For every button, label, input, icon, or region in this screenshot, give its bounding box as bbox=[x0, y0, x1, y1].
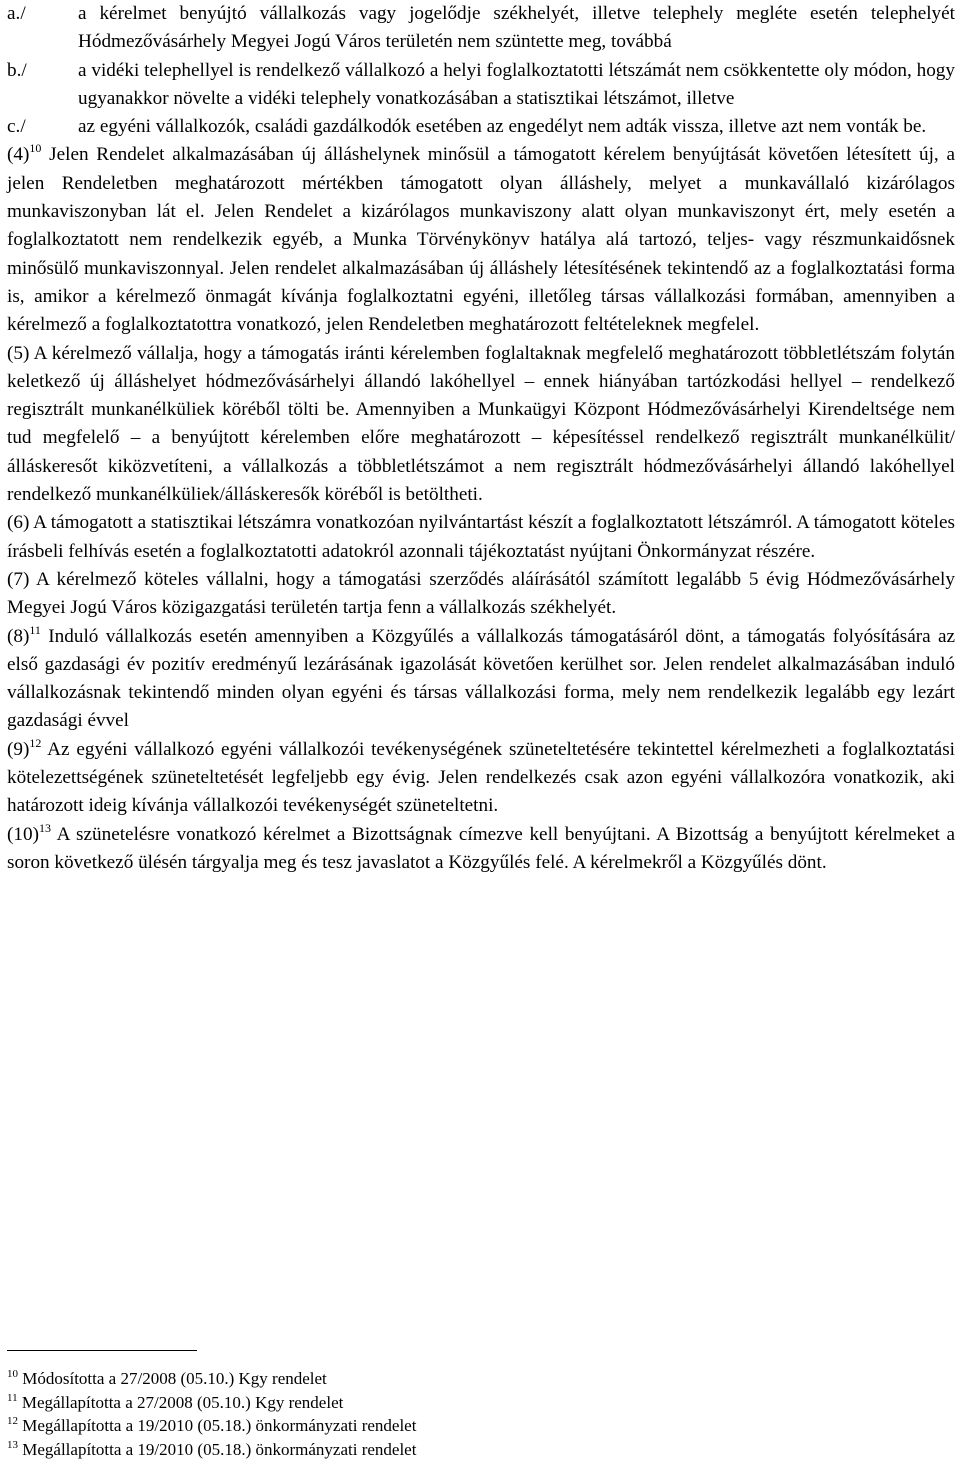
footnotes bbox=[7, 1350, 955, 1461]
footnote-11 bbox=[7, 1391, 955, 1415]
paragraph-10 bbox=[7, 821, 955, 878]
footnote-text: Megállapította a 19/2010 (05.18.) önkormányzati rendelet bbox=[22, 1439, 417, 1459]
footnote-ref[interactable]: 10 bbox=[29, 141, 42, 156]
list-item-text: a vidéki telephellyel is rendelkező vállalkozó a helyi foglalkoztatotti létszámát nem csökkentette oly módon, hogy ugyanakkor növelte a vidéki telephely vonatkozásában a statisztikai létszámot, illetve bbox=[78, 59, 955, 109]
footnote-text: Megállapította a 27/2008 (05.10.) Kgy rendelet bbox=[21, 1392, 344, 1412]
paragraph-7 bbox=[7, 566, 955, 623]
paragraph-6 bbox=[7, 509, 955, 566]
paragraph-number: (7) bbox=[7, 568, 30, 590]
footnote-number: 10 bbox=[7, 1368, 18, 1380]
footnote-number: 11 bbox=[7, 1391, 18, 1404]
paragraph-number: (6) bbox=[7, 512, 30, 534]
paragraph-number: (9) bbox=[7, 738, 30, 760]
paragraph-4 bbox=[7, 141, 955, 339]
list-item-label: a./ bbox=[7, 3, 26, 24]
footnote-13 bbox=[7, 1438, 955, 1462]
paragraph-number: (8) bbox=[7, 625, 30, 647]
paragraph-number: (4) bbox=[7, 144, 30, 166]
list-item-text: a kérelmet benyújtó vállalkozás vagy jogelődje székhelyét, illetve telephely megléte esetén telephelyét Hódmezővásárhely Megyei Jogú Város területén nem szüntette meg, továbbá bbox=[78, 3, 955, 53]
footnote-number: 12 bbox=[7, 1415, 18, 1427]
list-item-label: b./ bbox=[7, 59, 27, 81]
paragraph-number: (5) bbox=[7, 342, 30, 364]
footnote-ref[interactable]: 11 bbox=[29, 622, 41, 637]
paragraph-text: Induló vállalkozás esetén amennyiben a Közgyűlés a vállalkozás támogatásáról dönt, a támogatás folyósítására az első gazdasági év pozitív eredményű lezárásának igazolását követően kerülhet sor. Jelen rendelet alkalmazásában induló vállalkozásnak tekintendő minden olyan egyéni és társas vállalkozási forma, mely nem rendelkezik legalább egy lezárt gazdasági évvel bbox=[7, 625, 955, 732]
footnote-text: Megállapította a 19/2010 (05.18.) önkormányzati rendelet bbox=[22, 1416, 417, 1435]
footnote-10 bbox=[7, 1367, 955, 1391]
paragraph-text: A kérelmező köteles vállalni, hogy a támogatási szerződés aláírásától számított legalább 5 évig Hódmezővásárhely Megyei Jogú Város közigazgatási területén tartja fenn a vállalkozás székhelyét. bbox=[7, 568, 955, 619]
paragraph-text: A kérelmező vállalja, hogy a támogatás iránti kérelemben foglaltaknak megfelelő meghatározott többletlétszám folytán keletkező új álláshelyet hódmezővásárhelyi állandó lakóhellyel – ennek hiányában tartózkodási hellyel – rendelkező regisztrált munkanélküliek köréből tölti be. Amennyiben a Munkaügyi Központ Hódmezővásárhelyi Kirendeltsége nem tud megfelelő – a benyújtott kérelemben előre meghatározott – képesítéssel rendelkező regisztrált munkanélkülit/álláskeresőt kiközvetíteni, a vállalkozás a többletlétszámot a nem regisztrált hódmezővásárhelyi állandó lakóhellyel rendelkező munkanélküliek/álláskeresők köréből is betöltheti. bbox=[7, 342, 955, 506]
footnote-ref[interactable]: 13 bbox=[38, 820, 51, 835]
paragraph-5 bbox=[7, 340, 955, 510]
footnote-number: 13 bbox=[7, 1438, 18, 1451]
paragraph-text: Az egyéni vállalkozó egyéni vállalkozói tevékenységének szüneteltetésére tekintettel kérelmezheti a foglalkoztatási kötelezettségének szüneteltetését legfeljebb egy évig. Jelen rendelkezés csak azon egyéni vállalkozóra vonatkozik, aki határozott ideig kívánja vállalkozói tevékenységét szüneteltetni. bbox=[7, 738, 955, 817]
paragraph-text: A támogatott a statisztikai létszámra vonatkozóan nyilvántartást készít a foglalkoztatott létszámról. A támogatott köteles írásbeli felhívás esetén a foglalkoztatotti adatokról azonnali tájékoztatást nyújtani Önkormányzat részére. bbox=[7, 512, 955, 562]
footnote-separator bbox=[7, 1350, 197, 1351]
list-item-text: az egyéni vállalkozók, családi gazdálkodók esetében az engedélyt nem adták vissza, illetve azt nem vonták be. bbox=[78, 116, 927, 138]
paragraph-number: (10) bbox=[7, 823, 39, 845]
list-item-label: c./ bbox=[7, 116, 26, 138]
footnote-text: Módosította a 27/2008 (05.10.) Kgy rendelet bbox=[22, 1369, 327, 1388]
footnote-ref[interactable]: 12 bbox=[29, 735, 42, 750]
list-item-a bbox=[7, 0, 955, 57]
paragraph-text: A szünetelésre vonatkozó kérelmet a Bizottságnak címezve kell benyújtani. A Bizottság a benyújtott kérelmeket a soron következő ülésén tárgyalja meg és tesz javaslatot a Közgyűlés felé. A kérelmekről a Közgyűlés dönt. bbox=[7, 823, 955, 873]
list-item-b bbox=[7, 57, 955, 114]
list-item-c bbox=[7, 113, 955, 141]
paragraph-8 bbox=[7, 623, 955, 736]
paragraph-text: Jelen Rendelet alkalmazásában új álláshelynek minősül a támogatott kérelem benyújtását követően létesített új, a jelen Rendeletben meghatározott mértékben támogatott olyan álláshely, melyet a munkavállaló kizárólagos munkaviszonyban lát el. Jelen Rendelet a kizárólagos munkaviszony alatt olyan munkaviszonyt ért, mely esetén a foglalkoztatott nem rendelkezik egyéb, a Munka Törvénykönyv hatálya alá tartozó, teljes- vagy részmunkaidősnek minősülő munkaviszonnyal. Jelen rendelet alkalmazásában új álláshely létesítésének tekintendő az a foglalkoztatási forma is, amikor a kérelmező önmagát kívánja foglalkoztatni egyéni, illetőleg társas vállalkozási formában, amennyiben a kérelmező a foglalkoztatottra vonatkozó, jelen Rendeletben meghatározott feltételeknek megfelel. bbox=[7, 144, 955, 336]
document-body bbox=[7, 0, 955, 877]
paragraph-9 bbox=[7, 736, 955, 821]
footnote-12 bbox=[7, 1414, 955, 1438]
